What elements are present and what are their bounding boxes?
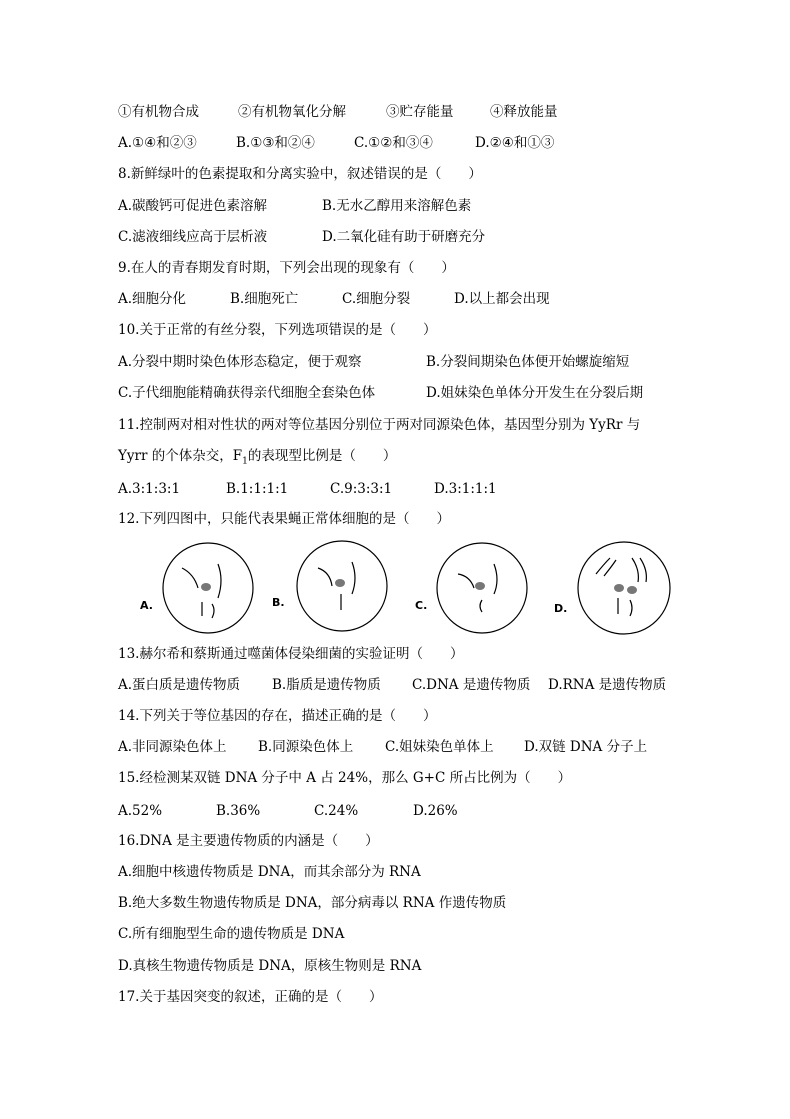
q7-option-d: D.②④和①③ — [475, 135, 555, 151]
q12-figures — [118, 530, 678, 640]
q11-option-d: D.3:1:1:1 — [434, 481, 497, 497]
q7-option-b: B.①③和②④ — [236, 135, 315, 151]
q16-option-c: C.所有细胞型生命的遗传物质是 DNA — [118, 926, 345, 942]
q14-option-d: D.双链 DNA 分子上 — [524, 739, 648, 755]
q12-figure-label-d: D. — [554, 602, 568, 615]
q16-option-b: B.绝大多数生物遗传物质是 DNA，部分病毒以 RNA 作遗传物质 — [118, 895, 507, 911]
q12-cell-b — [294, 538, 390, 634]
q10-option-b: B.分裂间期染色体便开始螺旋缩短 — [426, 354, 630, 370]
q13-option-c: C.DNA 是遗传物质 — [412, 677, 531, 693]
q12-cell-d — [574, 538, 674, 638]
q12-cell-c — [434, 540, 530, 636]
q9-option-a: A.细胞分化 — [118, 291, 187, 307]
q17-stem: 17.关于基因突变的叙述，正确的是（ ） — [118, 989, 383, 1005]
q7-item-2: ②有机物氧化分解 — [238, 104, 346, 120]
q15-option-d: D.26% — [413, 803, 458, 819]
q9-option-d: D.以上都会出现 — [454, 291, 550, 307]
q12-cell-a — [160, 540, 256, 636]
q10-option-a: A.分裂中期时染色体形态稳定，便于观察 — [118, 354, 362, 370]
q15-stem: 15.经检测某双链 DNA 分子中 A 占 24%，那么 G+C 所占比例为（ ） — [118, 770, 572, 786]
q7-option-a: A.①④和②③ — [118, 135, 197, 151]
q11-stem-line-2a: Yyrr 的个体杂交，F — [118, 448, 243, 464]
q7-item-3: ③贮存能量 — [386, 104, 454, 120]
q14-stem: 14.下列关于等位基因的存在，描述正确的是（ ） — [118, 708, 437, 724]
q15-option-b: B.36% — [216, 803, 261, 819]
q13-option-b: B.脂质是遗传物质 — [272, 677, 381, 693]
q11-stem-line-2b: 的表现型比例是（ ） — [247, 448, 397, 464]
q9-option-b: B.细胞死亡 — [230, 291, 299, 307]
q16-option-a: A.细胞中核遗传物质是 DNA，而其余部分为 RNA — [118, 864, 421, 880]
q11-stem-line-2 — [118, 447, 396, 465]
q15-option-c: C.24% — [314, 803, 359, 819]
q10-stem: 10.关于正常的有丝分裂，下列选项错误的是（ ） — [118, 322, 437, 338]
q9-option-c: C.细胞分裂 — [342, 291, 411, 307]
q11-option-b: B.1:1:1:1 — [226, 481, 289, 497]
q10-option-c: C.子代细胞能精确获得亲代细胞全套染色体 — [118, 385, 376, 401]
q8-option-a: A.碳酸钙可促进色素溶解 — [118, 198, 268, 214]
q12-stem: 12.下列四图中，只能代表果蝇正常体细胞的是（ ） — [118, 511, 450, 527]
q16-stem: 16.DNA 是主要遗传物质的内涵是（ ） — [118, 833, 379, 849]
q7-item-1: ①有机物合成 — [118, 104, 199, 120]
q11-stem-subscript: 1 — [242, 456, 248, 467]
q8-option-d: D.二氧化硅有助于研磨充分 — [322, 229, 486, 245]
q12-figure-label-c: C. — [415, 599, 428, 612]
q16-option-d: D.真核生物遗传物质是 DNA，原核生物则是 RNA — [118, 958, 422, 974]
q11-option-c: C.9:3:3:1 — [330, 481, 393, 497]
q9-stem: 9.在人的青春期发育时期，下列会出现的现象有（ ） — [118, 260, 455, 276]
q13-stem: 13.赫尔希和蔡斯通过噬菌体侵染细菌的实验证明（ ） — [118, 646, 464, 662]
q11-stem-line-1: 11.控制两对相对性状的两对等位基因分别位于两对同源染色体，基因型分别为 YyRr 与 — [118, 417, 641, 433]
q8-option-c: C.滤液细线应高于层析液 — [118, 229, 268, 245]
q12-figure-label-a: A. — [140, 599, 153, 612]
q8-option-b: B.无水乙醇用来溶解色素 — [322, 198, 472, 214]
q8-stem: 8.新鲜绿叶的色素提取和分离实验中，叙述错误的是（ ） — [118, 166, 482, 182]
q11-option-a: A.3:1:3:1 — [118, 481, 181, 497]
q14-option-b: B.同源染色体上 — [258, 739, 354, 755]
q13-option-d: D.RNA 是遗传物质 — [548, 677, 667, 693]
q14-option-a: A.非同源染色体上 — [118, 739, 227, 755]
q12-figure-label-b: B. — [272, 596, 285, 609]
q7-option-c: C.①②和③④ — [354, 135, 433, 151]
q14-option-c: C.姐妹染色单体上 — [385, 739, 494, 755]
q7-item-4: ④释放能量 — [490, 104, 558, 120]
q13-option-a: A.蛋白质是遗传物质 — [118, 677, 241, 693]
q10-option-d: D.姐妹染色单体分开发生在分裂后期 — [426, 385, 644, 401]
q15-option-a: A.52% — [118, 803, 163, 819]
